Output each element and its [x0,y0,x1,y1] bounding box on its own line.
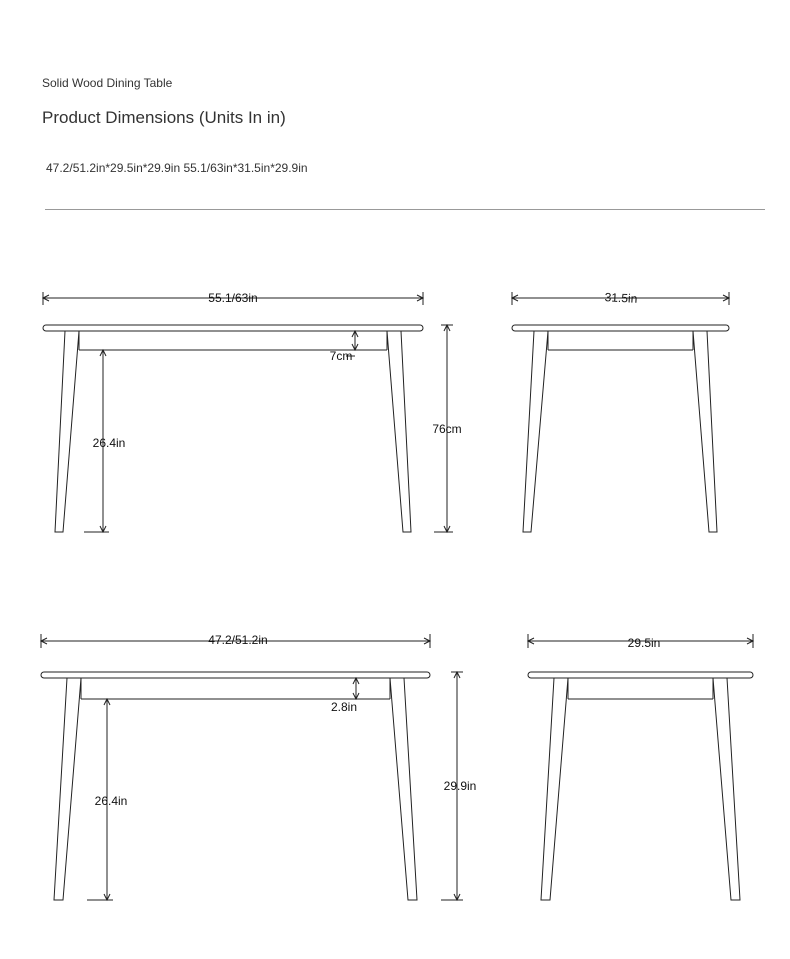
small-front-apron-dimension [331,678,359,714]
large-front-right-leg [387,331,411,532]
large-side-tabletop [512,325,729,331]
large-front-height-label: 76cm [432,422,462,436]
small-front-tabletop [41,672,430,678]
dimensions-summary: 47.2/51.2in*29.5in*29.9in 55.1/63in*31.5in*29.9in [46,161,308,175]
large-table-side-view [512,290,729,532]
large-front-height-dimension [432,325,461,532]
small-front-height-dimension [441,672,476,900]
large-front-tabletop [43,325,423,331]
small-table-front-view [41,633,476,900]
large-front-apron [79,331,387,350]
small-side-left-leg [541,678,568,900]
large-front-left-leg [55,331,79,532]
small-front-width-label: 47.2/51.2in [208,633,268,647]
small-side-right-leg [713,678,740,900]
large-side-left-leg [523,331,548,532]
page-title: Product Dimensions (Units In in) [42,108,286,127]
small-front-apron-label: 2.8in [330,700,358,714]
small-side-apron [568,678,713,699]
large-side-depth-dimension [512,290,729,306]
small-front-height-label: 29.9in [443,779,477,793]
small-side-depth-label: 29.5in [627,636,661,650]
large-front-width-label: 55.1/63in [208,291,258,305]
small-front-leg-dimension [87,699,127,900]
large-front-apron-label: 7cm [329,349,353,363]
small-front-apron [81,678,390,699]
large-table-front-view [43,291,462,532]
small-side-depth-dimension [528,634,753,650]
product-name: Solid Wood Dining Table [42,76,173,90]
large-side-depth-label: 31.5in [604,290,638,306]
small-front-width-dimension [41,633,430,648]
large-front-apron-dimension [330,331,358,363]
large-side-apron [548,331,693,350]
large-front-leg-label: 26.4in [92,436,126,450]
large-side-right-leg [693,331,717,532]
large-front-width-dimension [43,291,423,305]
small-side-tabletop [528,672,753,678]
small-front-right-leg [390,678,417,900]
large-front-leg-dimension [84,350,125,532]
small-front-left-leg [54,678,81,900]
small-table-side-view [528,634,753,900]
small-front-leg-label: 26.4in [94,794,128,808]
